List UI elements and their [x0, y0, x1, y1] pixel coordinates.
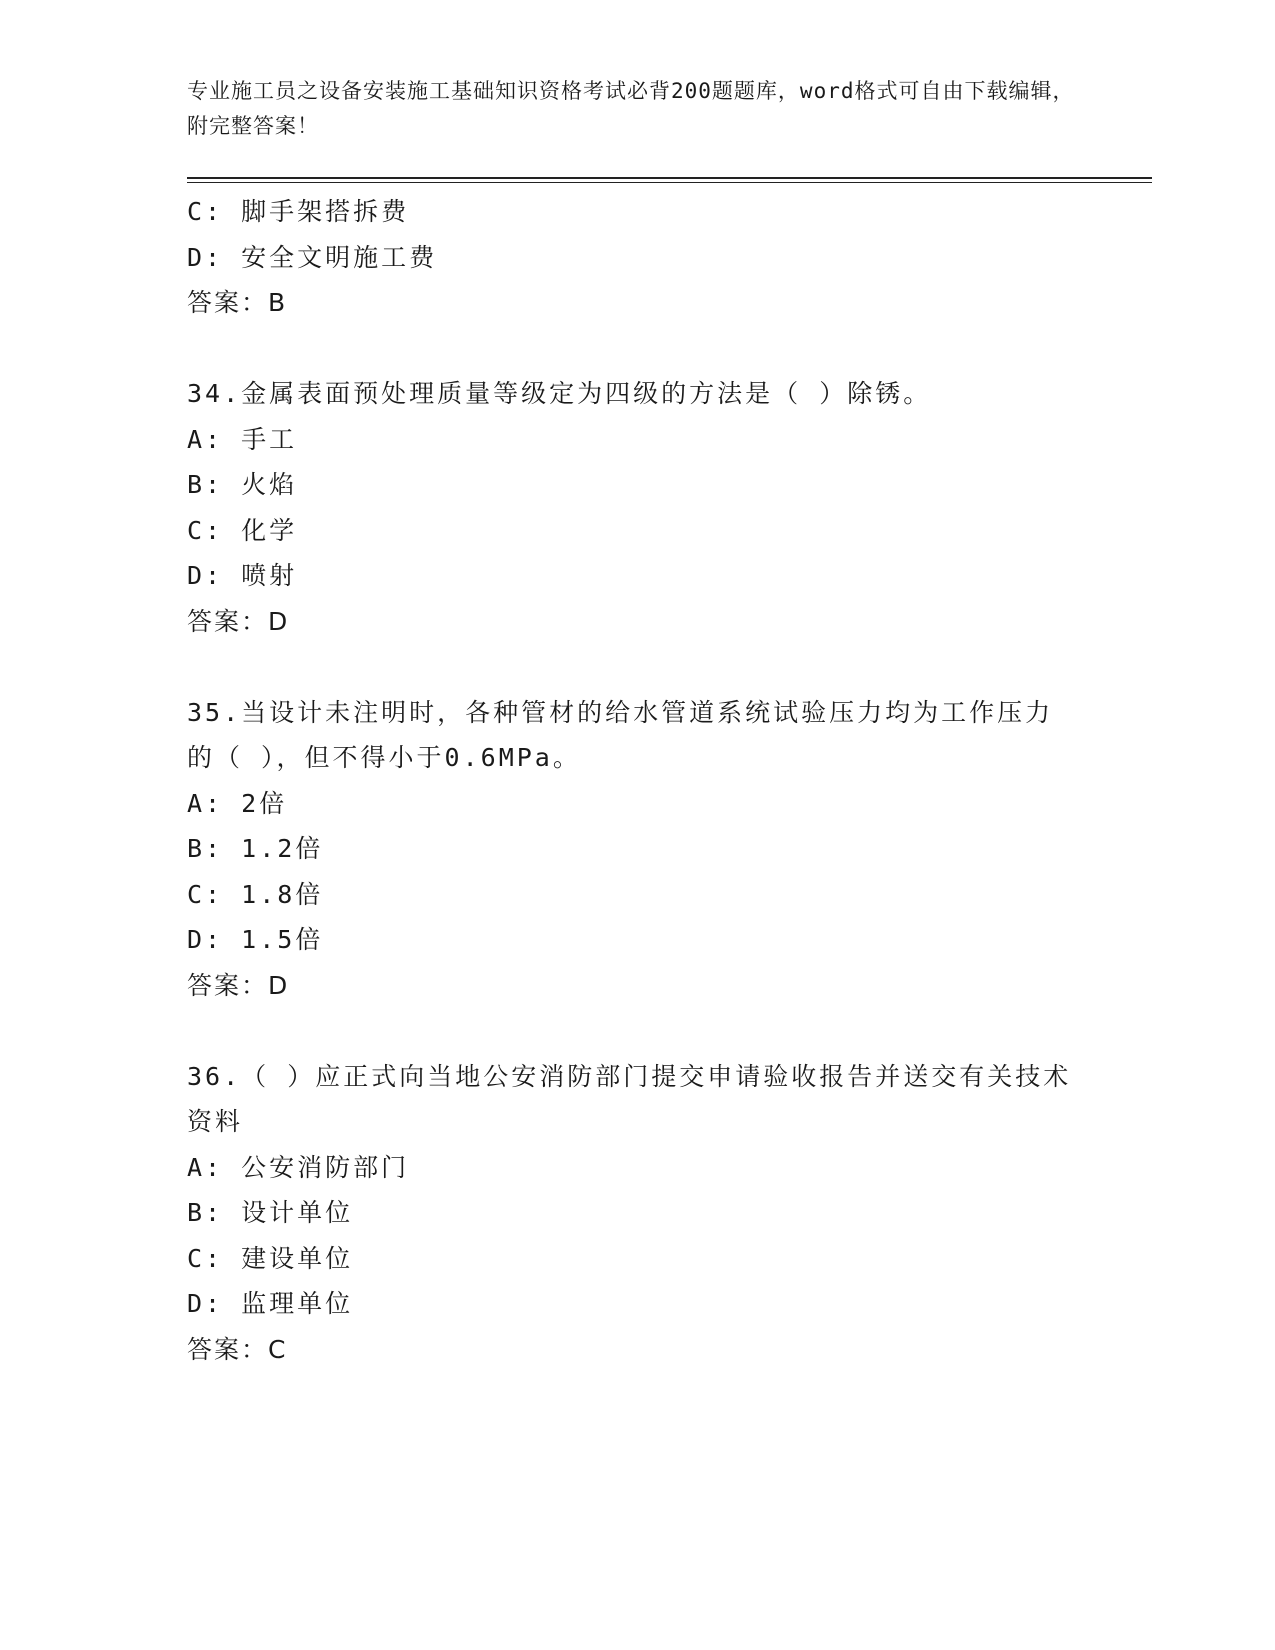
option-b: B: 1.2倍	[187, 834, 324, 863]
answer-line: 答案：D	[187, 970, 290, 1000]
document-header: 专业施工员之设备安装施工基础知识资格考试必背200题题库，word格式可自由下载编辑，附完整答案！	[187, 79, 1075, 138]
answer-line: 答案：D	[187, 606, 290, 636]
header-rule-thick	[187, 177, 1152, 179]
option-d: D: 喷射	[187, 561, 298, 590]
answer-line: 答案：C	[187, 1334, 288, 1364]
option-b: B: 设计单位	[187, 1198, 354, 1227]
option-d: D: 1.5倍	[187, 925, 324, 954]
answer-line: 答案：B	[187, 288, 288, 317]
header-rule-thin	[187, 182, 1152, 183]
question-stem: 35.当设计未注明时，各种管材的给水管道系统试验压力均为工作压力的（ ），但不得小于0.6MPa。	[187, 697, 1054, 772]
option-a: A: 2倍	[187, 788, 288, 818]
question-list	[187, 189, 1107, 1372]
option-c: C: 1.8倍	[187, 879, 324, 909]
option-c: C: 脚手架搭拆费	[187, 197, 410, 226]
option-a: A: 公安消防部门	[187, 1152, 410, 1182]
question-stem: 34.金属表面预处理质量等级定为四级的方法是（ ）除锈。	[187, 379, 932, 408]
option-d: D: 监理单位	[187, 1289, 354, 1318]
option-c: C: 化学	[187, 515, 298, 545]
option-d: D: 安全文明施工费	[187, 242, 438, 272]
option-b: B: 火焰	[187, 470, 298, 499]
option-a: A: 手工	[187, 424, 298, 454]
option-c: C: 建设单位	[187, 1243, 354, 1273]
question-stem: 36.（ ）应正式向当地公安消防部门提交申请验收报告并送交有关技术资料	[187, 1061, 1072, 1136]
